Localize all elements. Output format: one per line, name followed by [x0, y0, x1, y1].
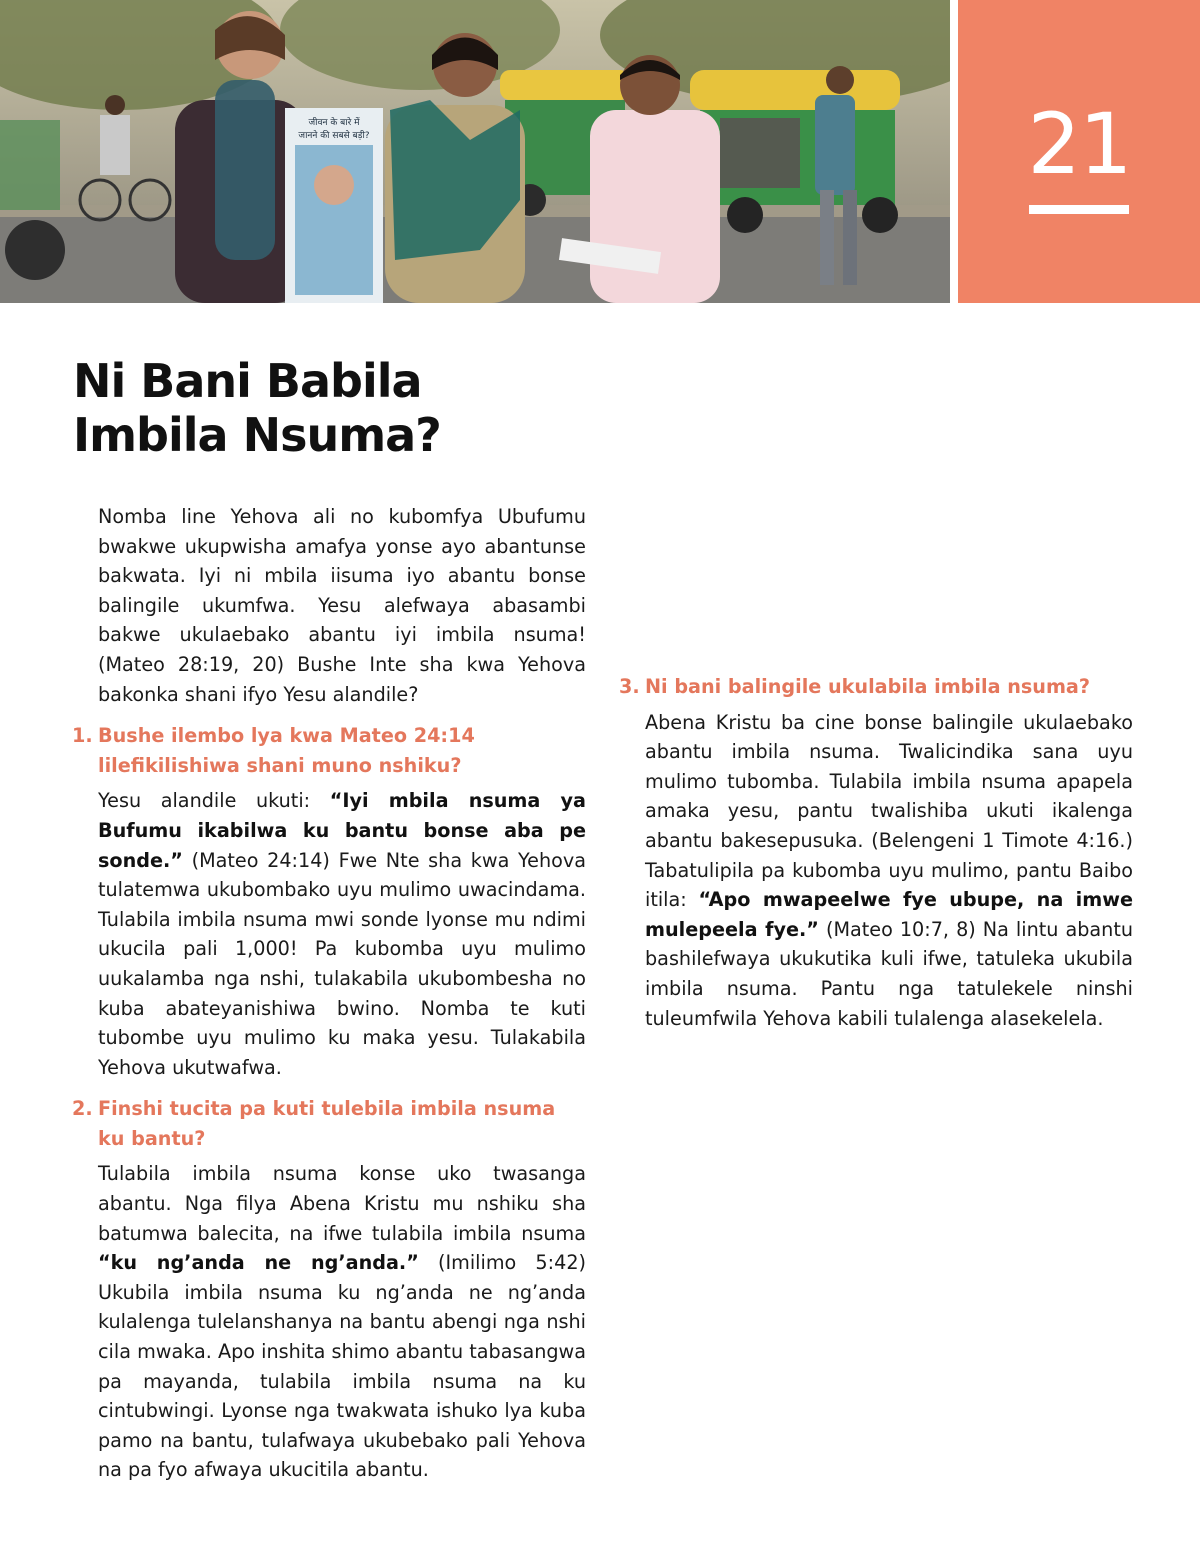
answer-1-text-after: (Mateo 24:14) Fwe Nte sha kwa Yehova tulatemwa ukubombako uyu mulimo uwacindama. Tulabila imbila nsuma mwi sonde lyonse mu ndimi ukucila pali 1,000! Pa kubomba uyu mulimo uukalamba nga nshi, tulakabila ukubombesha no kuba abateyanishiwa bwino. Nomba te kuti tubombe uyu mulimo ku maka yesu. Tulakabila Yehova ukutwafwa. [98, 848, 586, 1079]
question-2-text: Finshi tucita pa kuti tulebila imbila nsuma ku bantu? [98, 1097, 556, 1150]
question-1-heading [72, 721, 586, 780]
badge-underline [1029, 205, 1129, 214]
title-line-2: Imbila Nsuma? [73, 408, 441, 462]
answer-3-quote: “Apo mwapeelwe fye ubupe, na imwe mulepeela fye.” [645, 888, 1133, 941]
answer-3-text-before: Abena Kristu ba cine bonse balingile ukulaebako abantu imbila nsuma. Twalicindika sana uyu mulimo tubomba. Tulabila imbila nsuma apapela amaka yesu, pantu twalishiba ukuti ikalenga abantu bakesepusuka. (Belengeni 1 Timote 4:16.) Tabatulipila pa kubomba uyu mulimo, pantu Baibo itila: [645, 710, 1133, 912]
question-2-heading [72, 1094, 586, 1153]
street-scene-illustration [0, 0, 950, 303]
intro-paragraph: Nomba line Yehova ali no kubomfya Ubufumu bwakwe ukupwisha amafya yonse ayo abantunse bakwata. Iyi ni mbila iisuma iyo abantu bonse balingile ukumfwa. Yesu alefwaya abasambi bakwe ukulaebako abantu iyi imbila nsuma! (Mateo 28:19, 20) Bushe Inte sha kwa Yehova bakonka shani ifyo Yesu alandile? [98, 505, 586, 706]
answer-1-text-before: Yesu alandile ukuti: [98, 789, 330, 813]
lesson-number: 21 [1027, 95, 1131, 193]
answer-3-text-after: (Mateo 10:7, 8) Na lintu abantu bashilefwaya ukukutika kuli ifwe, tatuleka ukubila imbila nsuma. Pantu nga tatulekele ninshi tuleumfwila Yehova kabili tulalenga alasekelela. [645, 917, 1134, 1030]
question-3-number: 3. [619, 675, 640, 698]
title-line-1: Ni Bani Babila [73, 354, 422, 408]
answer-1-quote: “Iyi mbila nsuma ya Bufumu ikabilwa ku bantu bonse aba pe sonde.” [98, 789, 586, 872]
left-column [72, 502, 587, 1485]
right-column [619, 502, 1134, 1033]
header-photo [0, 0, 950, 303]
poster-display [285, 108, 383, 303]
question-1-text: Bushe ilembo lya kwa Mateo 24:14 lilefikilishiwa shani muno nshiku? [98, 724, 475, 777]
answer-2-quote: “ku ng’anda ne ng’anda.” [98, 1251, 419, 1275]
answer-3-paragraph [645, 708, 1133, 1034]
answer-2-text-after: (Imilimo 5:42) Ukubila imbila nsuma ku ng’anda ne ng’anda kulalenga tulelanshanya na bantu abengi nga nshi cila mwaka. Apo inshita shimo abantu tabasangwa pa mayanda, tulabila imbila nsuma na ku cintubwingi. Lyonse nga twakwata ishuko lya kuba pamo na bantu, tulafwaya ukubebako pali Yehova na pa fyo afwaya ukucitila abantu. [98, 1251, 587, 1482]
answer-1-paragraph [98, 786, 586, 1082]
question-3-heading [619, 672, 1133, 702]
poster-text-line2: जानने की सबसे बड़ी? [298, 131, 370, 141]
poster-text-line1: जीवन के बारे में [308, 118, 360, 128]
question-3-text: Ni bani balingile ukulabila imbila nsuma? [645, 675, 1091, 698]
lesson-number-badge [958, 0, 1200, 303]
page-title [73, 354, 441, 462]
question-2-number: 2. [72, 1097, 93, 1121]
answer-2-text-before: Tulabila imbila nsuma konse uko twasanga abantu. Nga filya Abena Kristu mu nshiku sha batumwa balecita, na ifwe tulabila imbila nsuma [98, 1162, 586, 1245]
answer-2-paragraph [98, 1159, 586, 1485]
motorbike [0, 120, 65, 280]
question-1-number: 1. [72, 724, 93, 748]
